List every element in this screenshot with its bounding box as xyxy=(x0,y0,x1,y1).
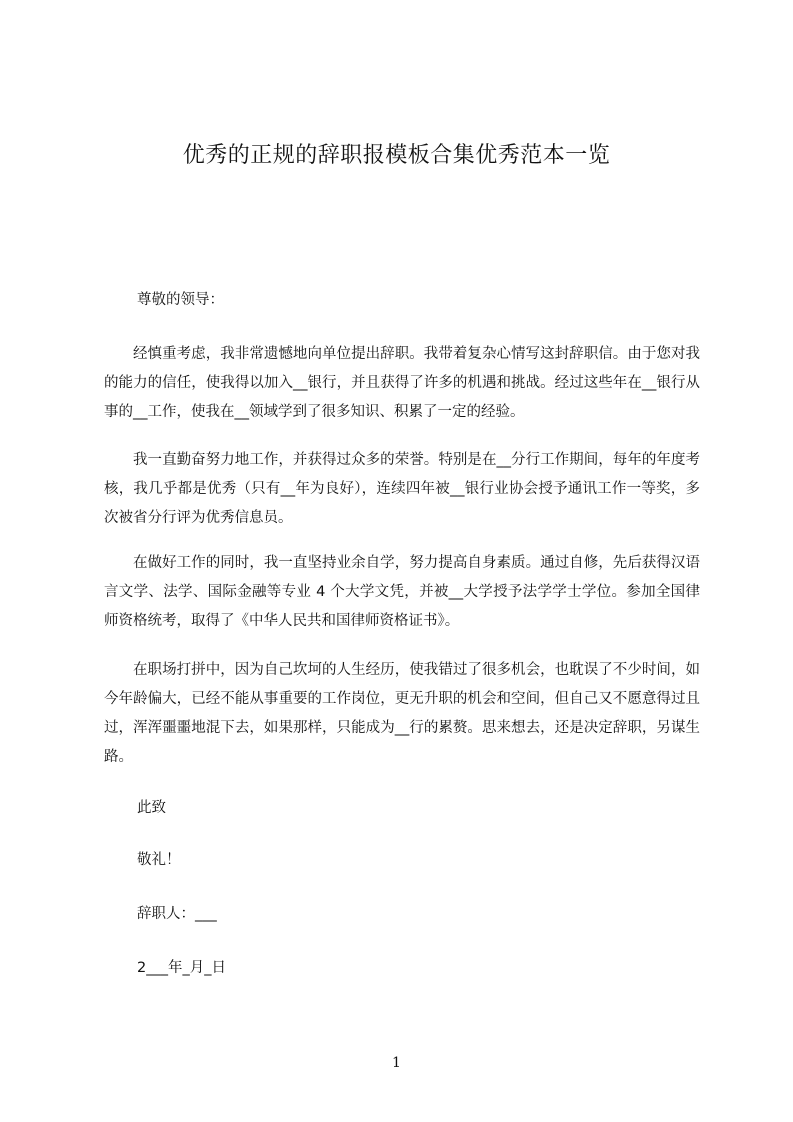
salutation-text: 尊敬的领导： xyxy=(137,292,224,308)
paragraph-text: 经慎重考虑，我非常遗憾地向单位提出辞职。我带着复杂心情写这封辞职信。由于您对我的能力的信任，使我得以加入__银行，并且获得了许多的机遇和挑战。经过这些年在__银行从事的__工作，使我在__领域学到了很多知识、积累了一定的经验。 xyxy=(104,346,700,420)
paragraph-text: 在职场打拼中，因为自己坎坷的人生经历，使我错过了很多机会，也耽误了不少时间，如今年龄偏大，已经不能从事重要的工作岗位，更无升职的机会和空间，但自己又不愿意得过且过，浑浑噩噩地混下去，如果那样，只能成为__行的累赘。思来想去，还是决定辞职，另谋生路。 xyxy=(104,662,700,765)
salutation xyxy=(104,286,700,315)
signature xyxy=(104,900,700,929)
closing-text: 此致 xyxy=(137,800,166,816)
document-title: 优秀的正规的辞职报模板合集优秀范本一览 xyxy=(182,143,611,168)
paragraph-text: 在做好工作的同时，我一直坚持业余自学，努力提高自身素质。通过自修，先后获得汉语言文学、法学、国际金融等专业 4 个大学文凭，并被__大学授予法学学士学位。参加全国律师资格统考，取得了《中华人民共和国律师资格证书》。 xyxy=(104,555,700,629)
paragraph-3 xyxy=(104,549,700,636)
signature-text: 辞职人：___ xyxy=(137,906,217,922)
page-number: 1 xyxy=(392,1055,401,1071)
closing-1 xyxy=(104,794,700,823)
paragraph-4 xyxy=(104,656,700,772)
paragraph-text: 我一直勤奋努力地工作，并获得过众多的荣誉。特别是在__分行工作期间，每年的年度考核，我几乎都是优秀（只有__年为良好），连续四年被__银行业协会授予通讯工作一等奖，多次被省分行评为优秀信息员。 xyxy=(104,452,700,526)
closing-text: 敬礼！ xyxy=(137,852,181,868)
date-text: 2___年_月_日 xyxy=(137,960,226,976)
closing-2 xyxy=(104,846,700,875)
date xyxy=(104,954,700,983)
paragraph-1 xyxy=(104,340,700,427)
paragraph-2 xyxy=(104,446,700,533)
